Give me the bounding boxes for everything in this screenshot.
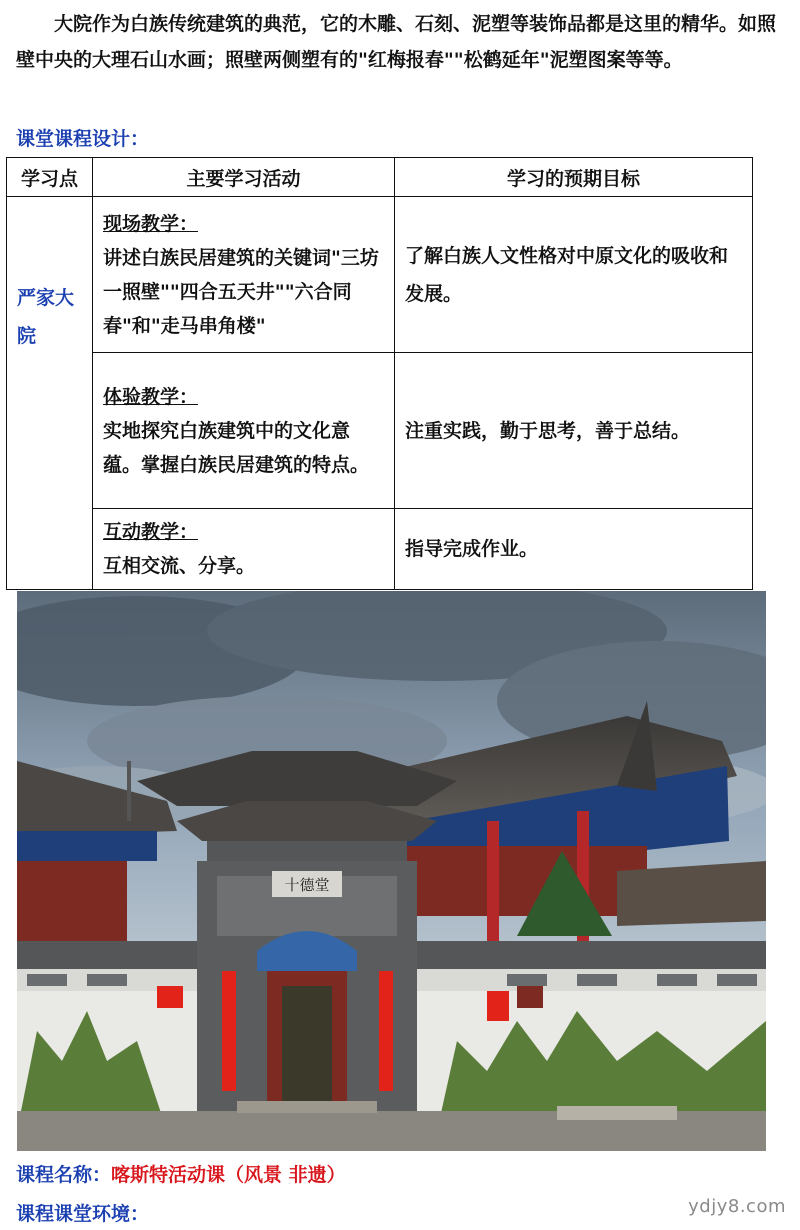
activity-heading: 现场教学： [103, 212, 199, 235]
activity-cell [93, 353, 395, 509]
course-name-line [16, 1160, 346, 1187]
goal-cell: 了解白族人文性格对中原文化的吸收和发展。 [395, 197, 753, 353]
goal-cell: 注重实践，勤于思考，善于总结。 [395, 353, 753, 509]
table-row [7, 353, 753, 509]
table-row [7, 197, 753, 353]
header-main-activity: 主要学习活动 [93, 158, 395, 197]
activity-cell [93, 509, 395, 590]
table-row [7, 509, 753, 590]
activity-description: 讲述白族民居建筑的关键词"三坊一照壁""四合五天井""六合同春"和"走马串角楼" [103, 246, 379, 337]
course-name-label: 课程名称： [16, 1164, 112, 1186]
activity-description: 实地探究白族建筑中的文化意蕴。掌握白族民居建筑的特点。 [103, 419, 370, 476]
watermark: ydjy8.com [688, 1196, 786, 1217]
right-roof [617, 861, 766, 926]
course-environment-title: 课程课堂环境： [16, 1203, 150, 1225]
header-expected-goal: 学习的预期目标 [395, 158, 753, 197]
learning-point-cell: 严家大院 [7, 197, 93, 590]
goal-cell: 指导完成作业。 [395, 509, 753, 590]
header-learning-point: 学习点 [7, 158, 93, 197]
course-design-table [6, 157, 753, 590]
course-name-value: 喀斯特活动课（风景 非遗） [111, 1164, 346, 1186]
courtyard-gate-photo [17, 591, 766, 1151]
gate-plaque: 十德堂 [284, 876, 330, 894]
activity-description: 互相交流、分享。 [103, 555, 256, 577]
activity-heading: 互动教学： [103, 521, 199, 543]
activity-cell [93, 197, 395, 353]
table-header-row [7, 158, 753, 197]
activity-heading: 体验教学： [103, 385, 199, 408]
course-design-title: 课堂课程设计： [16, 128, 150, 150]
courtyard-gate-illustration [17, 591, 766, 1151]
intro-paragraph: 大院作为白族传统建筑的典范，它的木雕、石刻、泥塑等装饰品都是这里的精华。如照壁中央的大理石山水画；照壁两侧塑有的"红梅报春""松鹤延年"泥塑图案等等。 [16, 13, 777, 71]
